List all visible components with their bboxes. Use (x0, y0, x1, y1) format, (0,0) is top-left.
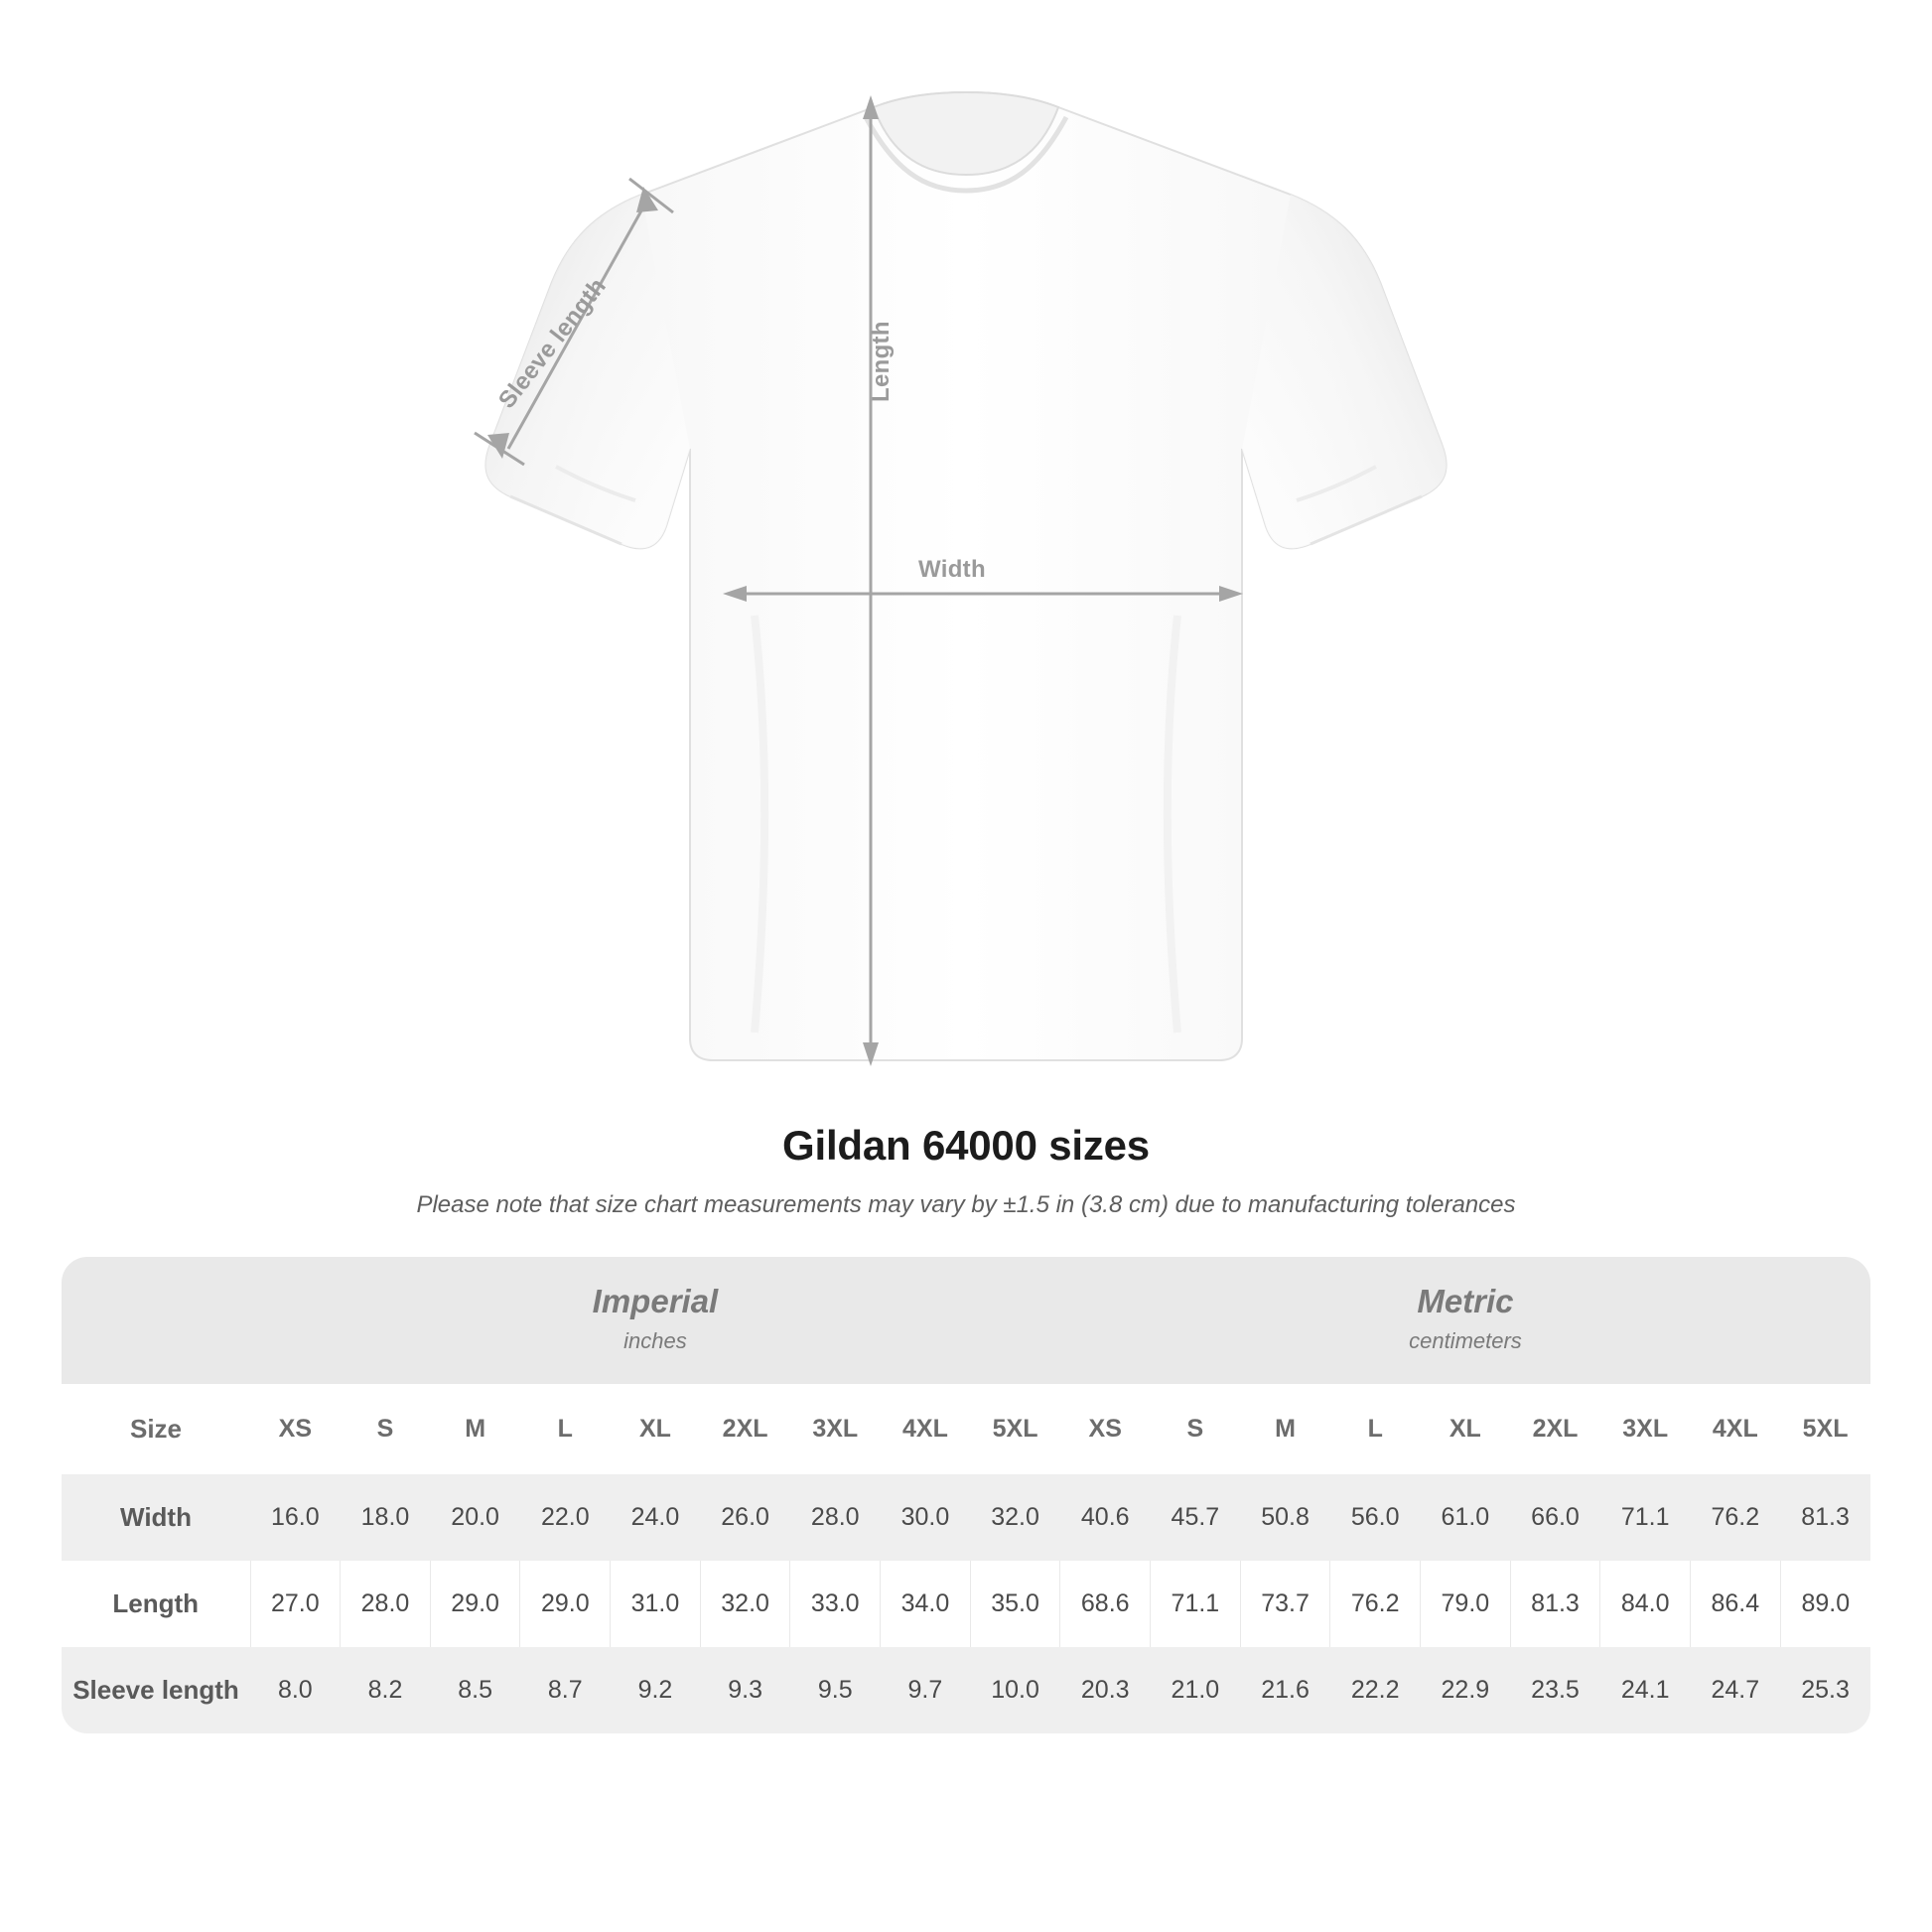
table-cell: 32.0 (700, 1561, 790, 1647)
size-header-cell: S (1151, 1384, 1241, 1474)
table-cell: 89.0 (1780, 1561, 1870, 1647)
size-header-cell: 5XL (1780, 1384, 1870, 1474)
table-cell: 30.0 (881, 1474, 971, 1561)
table-cell: 61.0 (1421, 1474, 1511, 1561)
table-cell: 20.3 (1060, 1647, 1151, 1733)
size-table-container (62, 1257, 1870, 1733)
table-cell: 71.1 (1151, 1561, 1241, 1647)
table-cell: 26.0 (700, 1474, 790, 1561)
size-header-cell: M (430, 1384, 520, 1474)
size-header-cell: L (520, 1384, 611, 1474)
table-cell: 18.0 (341, 1474, 431, 1561)
table-cell: 21.0 (1151, 1647, 1241, 1733)
table-cell: 8.7 (520, 1647, 611, 1733)
tolerance-note: Please note that size chart measurements may vary by ±1.5 in (3.8 cm) due to manufacturing tolerances (416, 1191, 1516, 1218)
table-cell: 28.0 (341, 1561, 431, 1647)
table-cell: 25.3 (1780, 1647, 1870, 1733)
table-cell: 81.3 (1780, 1474, 1870, 1561)
table-row (62, 1561, 1870, 1647)
table-row (62, 1474, 1870, 1561)
size-header-cell: 4XL (1691, 1384, 1781, 1474)
table-cell: 23.5 (1510, 1647, 1600, 1733)
unit-group-metric-name: Metric (1417, 1283, 1514, 1319)
size-header-cell: XS (250, 1384, 341, 1474)
table-cell: 9.7 (881, 1647, 971, 1733)
size-header-cell: 5XL (970, 1384, 1060, 1474)
table-cell: 9.2 (611, 1647, 701, 1733)
table-cell: 79.0 (1421, 1561, 1511, 1647)
table-cell: 22.9 (1421, 1647, 1511, 1733)
size-header-cell: 3XL (1600, 1384, 1691, 1474)
table-cell: 35.0 (970, 1561, 1060, 1647)
title-block (0, 1122, 1932, 1219)
table-cell: 28.0 (790, 1474, 881, 1561)
table-cell: 34.0 (881, 1561, 971, 1647)
size-header-cell: 2XL (700, 1384, 790, 1474)
table-cell: 45.7 (1151, 1474, 1241, 1561)
table-cell: 8.0 (250, 1647, 341, 1733)
size-header-cell: 2XL (1510, 1384, 1600, 1474)
table-cell: 8.2 (341, 1647, 431, 1733)
size-header-cell: L (1330, 1384, 1421, 1474)
unit-group-metric (1060, 1257, 1870, 1384)
table-cell: 50.8 (1240, 1474, 1330, 1561)
table-cell: 24.0 (611, 1474, 701, 1561)
dimension-label-length: Length (868, 321, 895, 402)
size-header-row (62, 1384, 1870, 1474)
dimension-label-sleeve-length: Sleeve length (493, 273, 612, 414)
size-header-cell: 3XL (790, 1384, 881, 1474)
table-cell: 32.0 (970, 1474, 1060, 1561)
table-cell: 76.2 (1330, 1561, 1421, 1647)
table-cell: 22.0 (520, 1474, 611, 1561)
table-cell: 29.0 (520, 1561, 611, 1647)
table-cell: 73.7 (1240, 1561, 1330, 1647)
size-header-cell: XS (1060, 1384, 1151, 1474)
table-cell: 27.0 (250, 1561, 341, 1647)
table-cell: 21.6 (1240, 1647, 1330, 1733)
table-cell: 20.0 (430, 1474, 520, 1561)
table-cell: 40.6 (1060, 1474, 1151, 1561)
table-cell: 71.1 (1600, 1474, 1691, 1561)
size-header-label: Size (62, 1384, 250, 1474)
size-header-cell: XL (1421, 1384, 1511, 1474)
unit-group-imperial-sub: inches (623, 1328, 687, 1353)
table-cell: 10.0 (970, 1647, 1060, 1733)
table-cell: 76.2 (1691, 1474, 1781, 1561)
table-cell: 31.0 (611, 1561, 701, 1647)
table-cell: 33.0 (790, 1561, 881, 1647)
table-cell: 81.3 (1510, 1561, 1600, 1647)
table-cell: 84.0 (1600, 1561, 1691, 1647)
size-header-cell: 4XL (881, 1384, 971, 1474)
table-cell: 9.3 (700, 1647, 790, 1733)
size-header-cell: M (1240, 1384, 1330, 1474)
size-header-cell: S (341, 1384, 431, 1474)
table-cell: 68.6 (1060, 1561, 1151, 1647)
unit-group-imperial (250, 1257, 1060, 1384)
unit-group-imperial-name: Imperial (592, 1283, 719, 1319)
unit-header-row (62, 1257, 1870, 1384)
table-cell: 8.5 (430, 1647, 520, 1733)
table-cell: 29.0 (430, 1561, 520, 1647)
table-cell: 22.2 (1330, 1647, 1421, 1733)
table-cell: 86.4 (1691, 1561, 1781, 1647)
row-label: Width (62, 1474, 250, 1561)
table-cell: 66.0 (1510, 1474, 1600, 1561)
table-cell: 16.0 (250, 1474, 341, 1561)
unit-corner-cell (62, 1257, 250, 1384)
page-title: Gildan 64000 sizes (782, 1122, 1150, 1169)
table-cell: 9.5 (790, 1647, 881, 1733)
table-row (62, 1647, 1870, 1733)
size-table (62, 1257, 1870, 1733)
dimension-label-width: Width (918, 556, 986, 583)
table-cell: 56.0 (1330, 1474, 1421, 1561)
size-header-cell: XL (611, 1384, 701, 1474)
table-cell: 24.1 (1600, 1647, 1691, 1733)
row-label: Sleeve length (62, 1647, 250, 1733)
table-cell: 24.7 (1691, 1647, 1781, 1733)
unit-group-metric-sub: centimeters (1409, 1328, 1522, 1353)
row-label: Length (62, 1561, 250, 1647)
